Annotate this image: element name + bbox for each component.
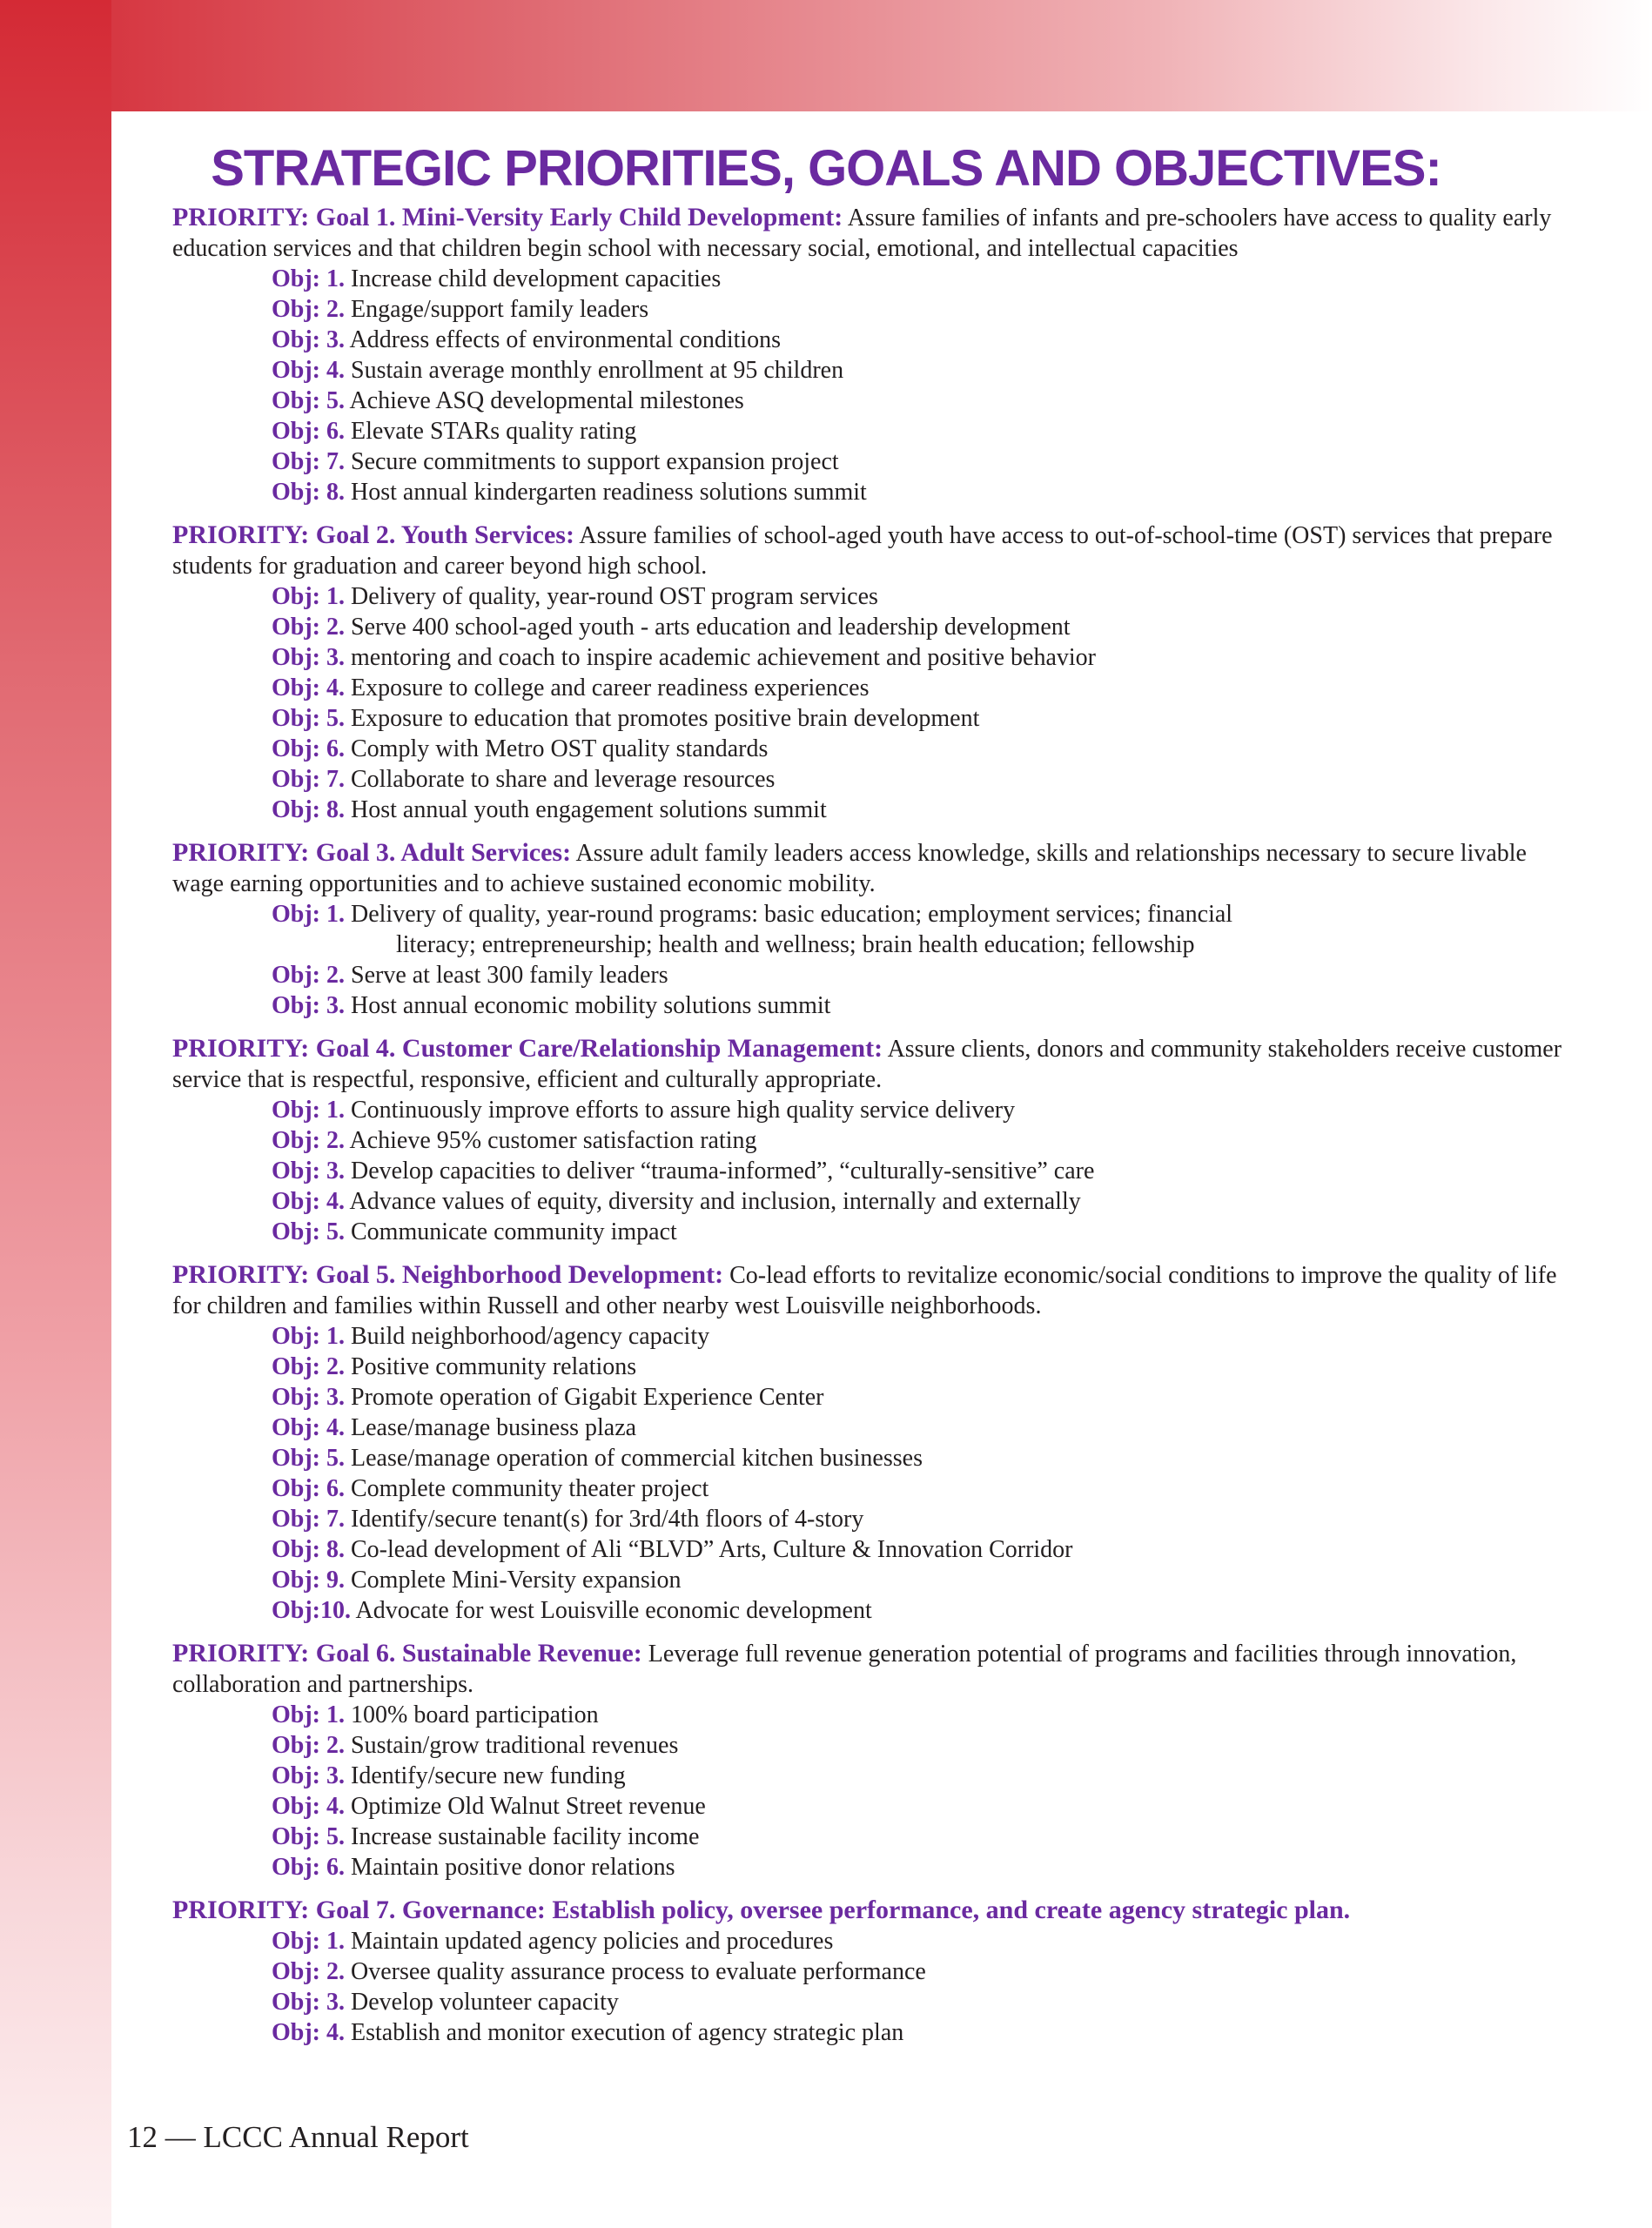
- objective-text: Achieve 95% customer satisfaction rating: [349, 1127, 757, 1154]
- objective-label: Obj: 4.: [272, 674, 345, 701]
- objective-label: Obj: 5.: [272, 705, 345, 732]
- objective-text: Promote operation of Gigabit Experience Center: [351, 1384, 824, 1411]
- objective-item: [172, 386, 1565, 416]
- objective-text: Maintain updated agency policies and procedures: [351, 1928, 834, 1955]
- goal-heading: [172, 1895, 1565, 1926]
- objective-text: Collaborate to share and leverage resources: [351, 766, 776, 793]
- goal-description: Co-lead efforts to revitalize economic/social conditions to improve the quality of life for children and families within Russell and other nearby west Louisville neighborhoods.: [172, 1262, 1557, 1319]
- objective-item: [172, 1443, 1565, 1473]
- objective-text: Identify/secure new funding: [351, 1762, 626, 1789]
- objective-label: Obj: 2.: [272, 1732, 345, 1759]
- objective-text: Positive community relations: [351, 1353, 637, 1380]
- objective-item: [172, 581, 1565, 612]
- objective-item: [172, 1534, 1565, 1565]
- objective-text: Serve at least 300 family leaders: [351, 962, 668, 989]
- goal-section: [172, 1895, 1565, 2048]
- objective-label: Obj: 4.: [272, 1793, 345, 1820]
- objective-text: Engage/support family leaders: [351, 296, 649, 323]
- objective-list: [172, 1926, 1565, 2048]
- goal-section: [172, 520, 1565, 825]
- objective-label: Obj: 1.: [272, 265, 345, 292]
- objective-item: [172, 1956, 1565, 1987]
- objective-text: Delivery of quality, year-round OST program services: [351, 583, 878, 610]
- objective-label: Obj: 5.: [272, 1218, 345, 1245]
- objective-label: Obj: 1.: [272, 1097, 345, 1124]
- objective-label: Obj: 4.: [272, 2019, 345, 2046]
- objective-text: Secure commitments to support expansion project: [351, 448, 839, 475]
- objective-item: [172, 1413, 1565, 1443]
- objective-text: Comply with Metro OST quality standards: [351, 735, 769, 762]
- objective-label: Obj: 2.: [272, 1353, 345, 1380]
- objective-label: Obj: 1.: [272, 901, 345, 928]
- goal-heading: [172, 837, 1565, 899]
- goal-heading: [172, 520, 1565, 581]
- objective-item: [172, 2017, 1565, 2048]
- objective-item: [172, 673, 1565, 703]
- objective-item: [172, 960, 1565, 990]
- objective-label: Obj: 4.: [272, 357, 345, 384]
- goal-description: Assure families of infants and pre-schoolers have access to quality early education services and that children begin school with necessary social, emotional, and intellectual capacities: [172, 205, 1552, 262]
- goal-section: [172, 1259, 1565, 1626]
- objective-text: Exposure to college and career readiness experiences: [351, 674, 870, 701]
- objective-item: [172, 1565, 1565, 1595]
- objective-item: [172, 642, 1565, 673]
- goal-label: PRIORITY: Goal 4. Customer Care/Relationship Management:: [172, 1034, 883, 1063]
- objective-label: Obj: 7.: [272, 766, 345, 793]
- goal-label: PRIORITY: Goal 6. Sustainable Revenue:: [172, 1639, 642, 1668]
- objective-text: Address effects of environmental conditions: [349, 326, 782, 353]
- decorative-top-band: [0, 0, 1652, 111]
- goal-heading: [172, 202, 1565, 264]
- decorative-left-band: [0, 0, 111, 2228]
- objective-text: Complete Mini-Versity expansion: [351, 1567, 682, 1594]
- objective-item: [172, 1186, 1565, 1217]
- objective-item: [172, 795, 1565, 825]
- goal-section: [172, 1638, 1565, 1882]
- objective-text: Host annual kindergarten readiness solutions summit: [351, 479, 867, 506]
- objective-label: Obj: 3.: [272, 1384, 345, 1411]
- objective-text: Serve 400 school-aged youth - arts education and leadership development: [351, 614, 1071, 641]
- objective-label: Obj: 7.: [272, 448, 345, 475]
- objective-item: [172, 1595, 1565, 1626]
- objective-text: Communicate community impact: [351, 1218, 677, 1245]
- objective-list: [172, 1321, 1565, 1626]
- objective-label: Obj: 2.: [272, 1958, 345, 1985]
- goal-heading: [172, 1638, 1565, 1700]
- goal-label: PRIORITY: Goal 5. Neighborhood Development:: [172, 1260, 724, 1289]
- objective-label: Obj: 1.: [272, 1323, 345, 1350]
- objective-item: [172, 1095, 1565, 1125]
- objective-item: [172, 1382, 1565, 1413]
- objective-text: Advance values of equity, diversity and inclusion, internally and externally: [349, 1188, 1081, 1215]
- objective-label: Obj: 2.: [272, 962, 345, 989]
- objective-item: [172, 264, 1565, 294]
- objective-list: [172, 1095, 1565, 1247]
- objective-label: Obj: 2.: [272, 296, 345, 323]
- objective-text: Build neighborhood/agency capacity: [351, 1323, 710, 1350]
- objective-item: [172, 1730, 1565, 1761]
- objective-label: Obj:10.: [272, 1597, 351, 1624]
- objective-continuation: literacy; entrepreneurship; health and wellness; brain health education; fellowship: [396, 931, 1195, 958]
- goal-section: [172, 837, 1565, 1021]
- objective-label: Obj: 3.: [272, 1762, 345, 1789]
- objective-label: Obj: 3.: [272, 1989, 345, 2016]
- objective-text: Oversee quality assurance process to evaluate performance: [351, 1958, 926, 1985]
- goal-label: PRIORITY: Goal 1. Mini-Versity Early Child Development:: [172, 203, 843, 232]
- goal-heading: [172, 1259, 1565, 1321]
- objective-text: Continuously improve efforts to assure high quality service delivery: [351, 1097, 1016, 1124]
- objective-text: 100% board participation: [351, 1701, 599, 1728]
- objective-item: [172, 1156, 1565, 1186]
- objective-text: Lease/manage business plaza: [351, 1414, 637, 1441]
- objective-label: Obj: 3.: [272, 326, 345, 353]
- objective-list: [172, 264, 1565, 507]
- objective-item: [172, 1352, 1565, 1382]
- objective-text: Co-lead development of Ali “BLVD” Arts, Culture & Innovation Corridor: [351, 1536, 1073, 1563]
- goals-list: [172, 202, 1565, 2060]
- objective-text: Complete community theater project: [351, 1475, 709, 1502]
- objective-text: Develop volunteer capacity: [351, 1989, 619, 2016]
- goal-label: PRIORITY: Goal 3. Adult Services:: [172, 838, 572, 867]
- objective-label: Obj: 6.: [272, 1854, 345, 1881]
- objective-label: Obj: 1.: [272, 583, 345, 610]
- objective-text: Elevate STARs quality rating: [351, 418, 637, 445]
- objective-list: [172, 899, 1565, 1021]
- goal-section: [172, 1033, 1565, 1247]
- objective-item: [172, 899, 1565, 929]
- objective-label: Obj: 4.: [272, 1414, 345, 1441]
- objective-label: Obj: 3.: [272, 1158, 345, 1184]
- objective-item: [172, 355, 1565, 386]
- objective-text: Maintain positive donor relations: [351, 1854, 675, 1881]
- objective-item: [172, 764, 1565, 795]
- objective-label: Obj: 1.: [272, 1701, 345, 1728]
- objective-label: Obj: 6.: [272, 418, 345, 445]
- objective-label: Obj: 8.: [272, 479, 345, 506]
- objective-item: [172, 734, 1565, 764]
- objective-item: [172, 703, 1565, 734]
- goal-description: Leverage full revenue generation potential of programs and facilities through innovation, collaboration and partnerships.: [172, 1641, 1517, 1698]
- objective-text: Increase child development capacities: [351, 265, 722, 292]
- objective-text: Sustain average monthly enrollment at 95 children: [351, 357, 844, 384]
- objective-label: Obj: 5.: [272, 1823, 345, 1850]
- objective-label: Obj: 8.: [272, 796, 345, 823]
- objective-label: Obj: 4.: [272, 1188, 345, 1215]
- objective-item: [172, 1473, 1565, 1504]
- objective-item: [172, 446, 1565, 477]
- objective-item: [172, 1852, 1565, 1882]
- objective-text: Delivery of quality, year-round programs: basic education; employment services; financial: [351, 901, 1233, 928]
- objective-label: Obj: 6.: [272, 1475, 345, 1502]
- objective-item: [172, 1217, 1565, 1247]
- goal-heading: [172, 1033, 1565, 1095]
- objective-text: Identify/secure tenant(s) for 3rd/4th floors of 4-story: [351, 1506, 864, 1533]
- objective-item: [172, 1926, 1565, 1956]
- goal-description: Assure adult family leaders access knowledge, skills and relationships necessary to secure livable wage earning opportunities and to achieve sustained economic mobility.: [172, 840, 1527, 897]
- objective-label: Obj: 5.: [272, 1445, 345, 1472]
- objective-label: Obj: 1.: [272, 1928, 345, 1955]
- objective-text: Sustain/grow traditional revenues: [351, 1732, 679, 1759]
- objective-item: [172, 990, 1565, 1021]
- objective-item: [172, 612, 1565, 642]
- objective-label: Obj: 5.: [272, 387, 345, 414]
- goal-label: PRIORITY: Goal 7. Governance: Establish policy, oversee performance, and create agency strategic plan.: [172, 1896, 1351, 1924]
- objective-label: Obj: 7.: [272, 1506, 345, 1533]
- objective-text: Lease/manage operation of commercial kitchen businesses: [351, 1445, 923, 1472]
- objective-item: [172, 294, 1565, 325]
- objective-item: [172, 1504, 1565, 1534]
- page-title: STRATEGIC PRIORITIES, GOALS AND OBJECTIVES:: [211, 140, 1441, 197]
- page-footer: 12 — LCCC Annual Report: [127, 2120, 469, 2154]
- objective-label: Obj: 2.: [272, 614, 345, 641]
- objective-label: Obj: 3.: [272, 992, 345, 1019]
- objective-label: Obj: 2.: [272, 1127, 345, 1154]
- objective-item: [172, 1125, 1565, 1156]
- objective-text: Advocate for west Louisville economic development: [355, 1597, 872, 1624]
- objective-item: [172, 325, 1565, 355]
- objective-item: [172, 477, 1565, 507]
- objective-text: Develop capacities to deliver “trauma-informed”, “culturally-sensitive” care: [351, 1158, 1095, 1184]
- objective-text: Host annual youth engagement solutions summit: [351, 796, 827, 823]
- objective-label: Obj: 8.: [272, 1536, 345, 1563]
- goal-description: Assure families of school-aged youth have access to out-of-school-time (OST) services that prepare students for graduation and career beyond high school.: [172, 522, 1553, 580]
- objective-item: [172, 1321, 1565, 1352]
- objective-text: Host annual economic mobility solutions summit: [351, 992, 831, 1019]
- objective-text: Increase sustainable facility income: [351, 1823, 700, 1850]
- objective-item: [172, 1987, 1565, 2017]
- objective-label: Obj: 9.: [272, 1567, 345, 1594]
- objective-text: Exposure to education that promotes positive brain development: [351, 705, 980, 732]
- objective-item: [172, 416, 1565, 446]
- objective-label: Obj: 6.: [272, 735, 345, 762]
- goal-section: [172, 202, 1565, 507]
- objective-list: [172, 1700, 1565, 1882]
- objective-item: [172, 1761, 1565, 1791]
- goal-label: PRIORITY: Goal 2. Youth Services:: [172, 520, 574, 549]
- objective-label: Obj: 3.: [272, 644, 345, 671]
- objective-text: Optimize Old Walnut Street revenue: [351, 1793, 706, 1820]
- goal-description: Assure clients, donors and community stakeholders receive customer service that is respectful, responsive, efficient and culturally appropriate.: [172, 1036, 1562, 1093]
- objective-text: Establish and monitor execution of agency strategic plan: [351, 2019, 904, 2046]
- objective-item: [172, 1791, 1565, 1822]
- objective-item: [172, 1700, 1565, 1730]
- objective-text: mentoring and coach to inspire academic achievement and positive behavior: [351, 644, 1097, 671]
- objective-item: [172, 1822, 1565, 1852]
- objective-text: Achieve ASQ developmental milestones: [349, 387, 744, 414]
- objective-list: [172, 581, 1565, 825]
